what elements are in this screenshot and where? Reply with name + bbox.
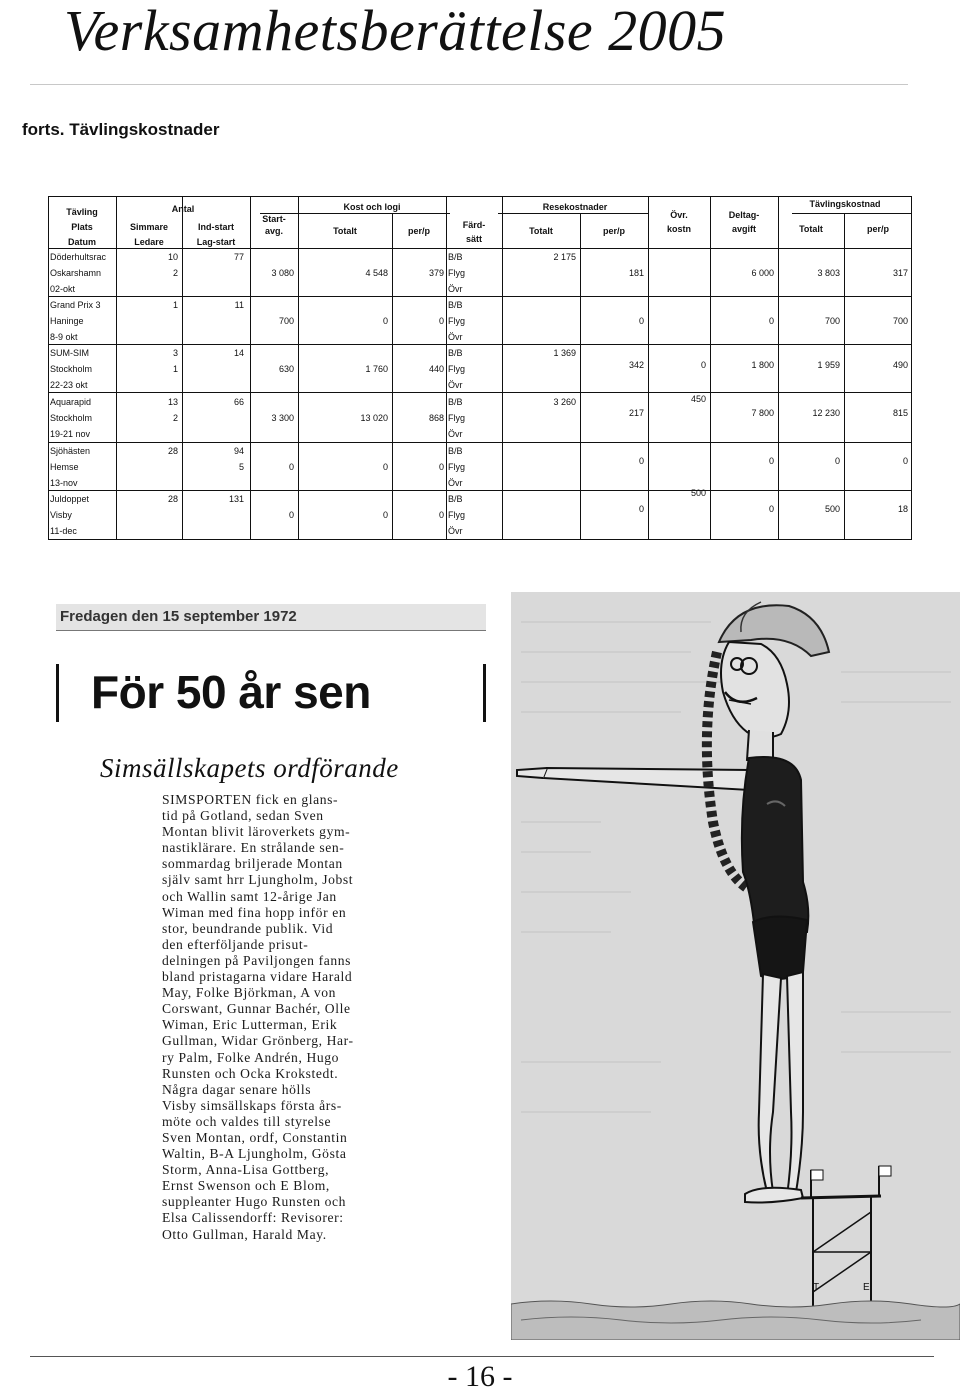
cost-table bbox=[48, 196, 912, 540]
clipping-subtitle: Simsällskapets ordförande bbox=[100, 753, 399, 783]
cell-simmare: 10 bbox=[167, 252, 178, 262]
cell-simmare: 1 bbox=[172, 300, 178, 310]
title-divider bbox=[30, 84, 908, 85]
cell-tk-perp: 317 bbox=[892, 268, 908, 278]
clipping-headline: För 50 år sen bbox=[91, 666, 371, 718]
article-line: ry Palm, Folke Andrén, Hugo bbox=[162, 1049, 340, 1065]
article-line: Några dagar senare hölls bbox=[162, 1081, 312, 1097]
cell-simmare: 28 bbox=[167, 446, 178, 456]
article-line: sommardag briljerade Montan bbox=[162, 856, 343, 872]
article-line: Wiman med fina hopp inför en bbox=[162, 904, 347, 920]
cell-mode-bb: B/B bbox=[448, 397, 463, 407]
header-tk-perp: per/p bbox=[866, 224, 889, 234]
cell-rese-perp: 0 bbox=[638, 504, 644, 514]
cell-tk-perp: 18 bbox=[897, 504, 908, 514]
cell-rese-perp: 342 bbox=[628, 360, 644, 370]
article-line: Storm, Anna-Lisa Gottberg, bbox=[162, 1162, 330, 1178]
cell-kost-perp: 0 bbox=[438, 462, 444, 472]
cell-mode-flyg: Flyg bbox=[448, 316, 466, 326]
cell-name: Juldoppet bbox=[50, 494, 90, 504]
section-heading: forts. Tävlingskostnader bbox=[22, 120, 220, 139]
header-tavling: Tävling bbox=[66, 207, 98, 217]
cell-ledare: 2 bbox=[172, 268, 178, 278]
col-divider bbox=[502, 196, 503, 540]
cell-mode-bb: B/B bbox=[448, 300, 463, 310]
cell-mode-bb: B/B bbox=[448, 252, 463, 262]
cell-tk-totalt: 12 230 bbox=[812, 408, 840, 418]
cell-rese-totalt: 1 369 bbox=[553, 348, 576, 358]
article-line: Visby simsällskaps första års- bbox=[162, 1097, 342, 1113]
cell-simmare: 13 bbox=[167, 397, 178, 407]
cell-rese-totalt: 3 260 bbox=[553, 397, 576, 407]
cell-rese-perp: 0 bbox=[638, 456, 644, 466]
header-kost-totalt: Totalt bbox=[333, 226, 357, 236]
header-fard-1: Färd- bbox=[462, 220, 486, 230]
page-number: - 16 - bbox=[447, 1360, 513, 1393]
cell-place: Oskarshamn bbox=[50, 268, 102, 278]
board-sign-right: E bbox=[863, 1282, 870, 1293]
cell-rese-perp: 181 bbox=[628, 268, 644, 278]
cell-mode-bb: B/B bbox=[448, 348, 463, 358]
cell-simmare: 3 bbox=[172, 348, 178, 358]
board-sign-left: T bbox=[813, 1282, 820, 1293]
cell-mode-bb: B/B bbox=[448, 446, 463, 456]
cell-kost-perp: 379 bbox=[428, 268, 444, 278]
header-tk-totalt: Totalt bbox=[799, 224, 823, 234]
cell-ind-start: 131 bbox=[228, 494, 244, 504]
article-line: själv samt hrr Ljungholm, Jobst bbox=[162, 872, 354, 888]
header-antal: Antal bbox=[171, 204, 195, 214]
cell-date: 22-23 okt bbox=[50, 380, 88, 390]
article-line: bland pristagarna vidare Harald bbox=[162, 969, 353, 985]
row-divider bbox=[48, 344, 912, 345]
header-tavlingskostnad: Tävlingskostnad bbox=[809, 199, 881, 209]
tk-header-divider bbox=[792, 213, 912, 214]
article-line: delningen på Paviljongen fanns bbox=[162, 952, 352, 968]
cell-deltagavgift: 0 bbox=[768, 316, 774, 326]
header-divider bbox=[48, 248, 912, 249]
diver-caricature bbox=[511, 592, 960, 1340]
header-deltag-2: avgift bbox=[731, 224, 756, 234]
cell-mode-flyg: Flyg bbox=[448, 364, 466, 374]
cell-date: 8-9 okt bbox=[50, 332, 78, 342]
cell-deltagavgift: 0 bbox=[768, 456, 774, 466]
row-divider bbox=[48, 490, 912, 491]
cell-place: Haninge bbox=[50, 316, 84, 326]
cell-rese-perp: 217 bbox=[628, 408, 644, 418]
cell-kost-totalt: 13 020 bbox=[360, 413, 388, 423]
cell-mode-ovr: Övr bbox=[448, 380, 463, 390]
cell-rese-totalt: 2 175 bbox=[553, 252, 576, 262]
article-line: Gullman, Widar Grönberg, Har- bbox=[162, 1033, 354, 1049]
cell-ind-start: 94 bbox=[233, 446, 244, 456]
cell-mode-ovr: Övr bbox=[448, 429, 463, 439]
clipping-article bbox=[162, 792, 402, 1243]
cell-tk-perp: 700 bbox=[892, 316, 908, 326]
cell-place: Hemse bbox=[50, 462, 79, 472]
cell-tk-perp: 490 bbox=[892, 360, 908, 370]
article-line: Otto Gullman, Harald May. bbox=[162, 1226, 327, 1242]
header-start-avg-1: Start- bbox=[262, 214, 286, 224]
cell-deltagavgift: 1 800 bbox=[751, 360, 774, 370]
article-line: SIMSPORTEN fick en glans- bbox=[162, 792, 339, 807]
cell-start-avg: 0 bbox=[288, 510, 294, 520]
cell-ovr-kostn: 0 bbox=[700, 360, 706, 370]
cell-kost-totalt: 0 bbox=[382, 316, 388, 326]
header-rese-perp: per/p bbox=[602, 226, 625, 236]
cell-start-avg: 630 bbox=[278, 364, 294, 374]
cell-start-avg: 3 080 bbox=[271, 268, 294, 278]
cell-rese-perp: 0 bbox=[638, 316, 644, 326]
cell-kost-perp: 0 bbox=[438, 510, 444, 520]
cell-ledare: 2 bbox=[172, 413, 178, 423]
article-line: tid på Gotland, sedan Sven bbox=[162, 808, 324, 824]
cell-name: Aquarapid bbox=[50, 397, 92, 407]
cell-kost-totalt: 4 548 bbox=[365, 268, 388, 278]
cell-name: SUM-SIM bbox=[50, 348, 89, 358]
header-ind-start: Ind-start bbox=[198, 222, 234, 232]
cell-deltagavgift: 7 800 bbox=[751, 408, 774, 418]
cell-ledare: 1 bbox=[172, 364, 178, 374]
page-title: Verksamhetsberättelse 2005 bbox=[64, 0, 727, 63]
clipping-headline-box bbox=[56, 664, 486, 722]
article-line: och Wallin samt 12-årige Jan bbox=[162, 888, 337, 904]
cell-tk-totalt: 3 803 bbox=[817, 268, 840, 278]
cell-ind-start: 14 bbox=[233, 348, 244, 358]
article-line: Runsten och Ocka Krokstedt. bbox=[162, 1065, 339, 1081]
cell-place: Stockholm bbox=[50, 364, 93, 374]
article-line: Wiman, Eric Lutterman, Erik bbox=[162, 1017, 338, 1033]
cell-place: Stockholm bbox=[50, 413, 93, 423]
header-resekostnader: Resekostnader bbox=[542, 202, 608, 212]
cell-start-avg: 700 bbox=[278, 316, 294, 326]
header-deltag-1: Deltag- bbox=[728, 210, 760, 220]
article-line: den efterföljande prisut- bbox=[162, 936, 309, 952]
row-divider bbox=[48, 296, 912, 297]
header-lag-start: Lag-start bbox=[196, 237, 236, 247]
rese-header-divider bbox=[498, 213, 648, 214]
cell-name: Grand Prix 3 bbox=[50, 300, 101, 310]
cell-mode-flyg: Flyg bbox=[448, 510, 466, 520]
cell-ovr-kostn: 500 bbox=[690, 488, 706, 498]
cell-date: 13-nov bbox=[50, 478, 78, 488]
header-ledare: Ledare bbox=[134, 237, 164, 247]
cell-kost-totalt: 1 760 bbox=[365, 364, 388, 374]
article-line: Montan blivit läroverkets gym- bbox=[162, 824, 351, 840]
cell-start-avg: 3 300 bbox=[271, 413, 294, 423]
header-ovr-2: kostn bbox=[666, 224, 691, 234]
article-line: stor, beundrande publik. Vid bbox=[162, 920, 334, 936]
clipping-date: Fredagen den 15 september 1972 bbox=[60, 608, 297, 625]
cell-kost-perp: 0 bbox=[438, 316, 444, 326]
clipping-date-bar bbox=[56, 604, 486, 631]
cell-name: Döderhultsrac bbox=[50, 252, 107, 262]
cell-mode-ovr: Övr bbox=[448, 332, 463, 342]
article-line: möte och valdes till styrelse bbox=[162, 1113, 332, 1129]
cell-lag-start: 5 bbox=[238, 462, 244, 472]
cell-kost-perp: 440 bbox=[428, 364, 444, 374]
diver-drawing bbox=[511, 592, 960, 1340]
cell-place: Visby bbox=[50, 510, 72, 520]
cell-mode-ovr: Övr bbox=[448, 284, 463, 294]
header-kost-perp: per/p bbox=[407, 226, 430, 236]
cell-ind-start: 11 bbox=[234, 300, 244, 310]
cell-mode-flyg: Flyg bbox=[448, 413, 466, 423]
cell-tk-perp: 0 bbox=[902, 456, 908, 466]
cell-start-avg: 0 bbox=[288, 462, 294, 472]
header-simmare: Simmare bbox=[129, 222, 169, 232]
row-divider bbox=[48, 392, 912, 393]
header-ovr-1: Övr. bbox=[670, 210, 688, 220]
cell-mode-flyg: Flyg bbox=[448, 462, 466, 472]
article-line: May, Folke Björkman, A von bbox=[162, 985, 337, 1001]
cell-ind-start: 66 bbox=[233, 397, 244, 407]
article-line: nastiklärare. En strålande sen- bbox=[162, 840, 345, 856]
cell-kost-perp: 868 bbox=[428, 413, 444, 423]
cell-tk-totalt: 700 bbox=[824, 316, 840, 326]
cell-tk-totalt: 1 959 bbox=[817, 360, 840, 370]
cell-mode-bb: B/B bbox=[448, 494, 463, 504]
article-line: Sven Montan, ordf, Constantin bbox=[162, 1129, 348, 1145]
cell-deltagavgift: 0 bbox=[768, 504, 774, 514]
cell-name: Sjöhästen bbox=[50, 446, 91, 456]
cell-tk-totalt: 0 bbox=[834, 456, 840, 466]
article-line: suppleanter Hugo Runsten och bbox=[162, 1194, 347, 1210]
article-line: Ernst Swenson och E Blom, bbox=[162, 1178, 330, 1194]
cell-simmare: 28 bbox=[167, 494, 178, 504]
header-datum: Datum bbox=[67, 237, 96, 247]
cell-date: 11-dec bbox=[50, 526, 77, 536]
cell-tk-perp: 815 bbox=[892, 408, 908, 418]
cell-kost-totalt: 0 bbox=[382, 462, 388, 472]
cell-mode-ovr: Övr bbox=[448, 526, 463, 536]
cell-mode-flyg: Flyg bbox=[448, 268, 466, 278]
header-start-avg-2: avg. bbox=[264, 226, 283, 236]
article-line: Corswant, Gunnar Bachér, Olle bbox=[162, 1001, 351, 1017]
cell-deltagavgift: 6 000 bbox=[751, 268, 774, 278]
article-line: Waltin, B-A Ljungholm, Gösta bbox=[162, 1146, 347, 1162]
cell-date: 02-okt bbox=[50, 284, 76, 294]
cell-tk-totalt: 500 bbox=[824, 504, 840, 514]
header-rese-totalt: Totalt bbox=[529, 226, 553, 236]
cell-ovr-kostn: 450 bbox=[690, 394, 706, 404]
footer-divider bbox=[30, 1356, 934, 1357]
col-divider bbox=[446, 196, 447, 540]
row-divider bbox=[48, 442, 912, 443]
cell-ind-start: 77 bbox=[233, 252, 244, 262]
header-fard-2: sätt bbox=[465, 234, 482, 244]
cell-kost-totalt: 0 bbox=[382, 510, 388, 520]
cell-mode-ovr: Övr bbox=[448, 478, 463, 488]
cell-date: 19-21 nov bbox=[50, 429, 91, 439]
header-plats: Plats bbox=[71, 222, 93, 232]
header-kost-och-logi: Kost och logi bbox=[343, 202, 401, 212]
article-line: Elsa Calissendorff: Revisorer: bbox=[162, 1210, 344, 1226]
